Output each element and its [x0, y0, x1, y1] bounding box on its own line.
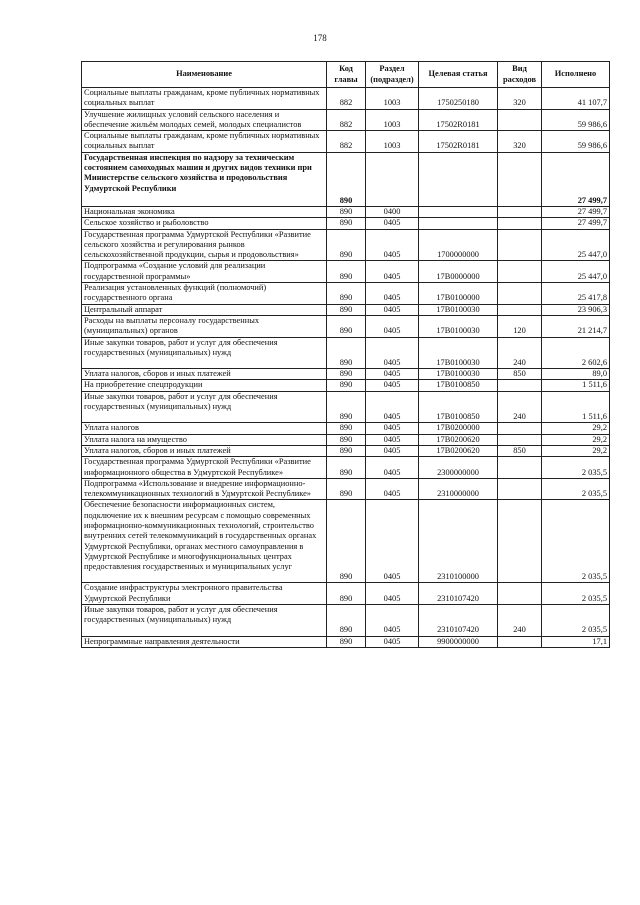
row-target-cell: 17В0200000 — [419, 423, 498, 434]
row-code-cell: 890 — [327, 391, 366, 423]
row-section-cell: 0405 — [366, 337, 419, 369]
table-row — [82, 500, 610, 583]
row-name-cell: Улучшение жилищных условий сельского населения и обеспечение жильём молодых семей, молодых специалистов — [82, 109, 327, 131]
row-name-cell: Социальные выплаты гражданам, кроме публичных нормативных социальных выплат — [82, 88, 327, 110]
row-code-cell: 890 — [327, 218, 366, 229]
table-row — [82, 218, 610, 229]
row-section-cell: 0405 — [366, 380, 419, 391]
row-code-cell: 890 — [327, 152, 366, 206]
row-execution-cell: 29,2 — [542, 445, 610, 456]
table-row — [82, 434, 610, 445]
row-target-cell: 17В0100000 — [419, 283, 498, 305]
row-type-cell — [498, 423, 542, 434]
table-row — [82, 304, 610, 315]
row-type-cell — [498, 380, 542, 391]
table-row — [82, 636, 610, 647]
row-type-cell — [498, 478, 542, 500]
row-code-cell: 890 — [327, 304, 366, 315]
row-name-cell: Расходы на выплаты персоналу государственных (муниципальных) органов — [82, 315, 327, 337]
row-execution-cell: 2 035,5 — [542, 605, 610, 637]
table-row — [82, 337, 610, 369]
row-name-cell: Уплата налогов — [82, 423, 327, 434]
row-code-cell: 890 — [327, 423, 366, 434]
row-name-cell: Иные закупки товаров, работ и услуг для обеспечения государственных (муниципальных) нужд — [82, 391, 327, 423]
row-name-cell: Социальные выплаты гражданам, кроме публичных нормативных социальных выплат — [82, 131, 327, 153]
row-execution-cell: 2 035,5 — [542, 457, 610, 479]
row-code-cell: 890 — [327, 315, 366, 337]
row-target-cell: 17В0100850 — [419, 380, 498, 391]
row-code-cell: 882 — [327, 131, 366, 153]
row-section-cell: 1003 — [366, 88, 419, 110]
row-target-cell — [419, 152, 498, 206]
page-number: 178 — [313, 33, 327, 43]
table-row — [82, 445, 610, 456]
row-execution-cell: 17,1 — [542, 636, 610, 647]
row-section-cell: 0405 — [366, 423, 419, 434]
row-name-cell: Иные закупки товаров, работ и услуг для обеспечения государственных (муниципальных) нужд — [82, 605, 327, 637]
row-type-cell — [498, 206, 542, 217]
row-name-cell: Реализация установленных функций (полномочий) государственного органа — [82, 283, 327, 305]
table-row — [82, 369, 610, 380]
row-code-cell: 890 — [327, 478, 366, 500]
row-target-cell — [419, 218, 498, 229]
row-section-cell: 0405 — [366, 315, 419, 337]
row-target-cell: 17В0100030 — [419, 315, 498, 337]
table-row — [82, 229, 610, 261]
row-target-cell: 2300000000 — [419, 457, 498, 479]
header-target: Целевая статья — [419, 62, 498, 88]
row-type-cell: 120 — [498, 315, 542, 337]
table-row — [82, 131, 610, 153]
header-code: Код главы — [327, 62, 366, 88]
header-name: Наименование — [82, 62, 327, 88]
row-code-cell: 882 — [327, 109, 366, 131]
row-name-cell: На приобретение спецпродукции — [82, 380, 327, 391]
table-row — [82, 583, 610, 605]
row-target-cell: 17В0000000 — [419, 261, 498, 283]
table-row — [82, 391, 610, 423]
table-row — [82, 283, 610, 305]
row-name-cell: Уплата налогов, сборов и иных платежей — [82, 369, 327, 380]
row-name-cell: Создание инфраструктуры электронного правительства Удмуртской Республики — [82, 583, 327, 605]
row-section-cell: 0405 — [366, 583, 419, 605]
row-section-cell: 0405 — [366, 369, 419, 380]
row-section-cell: 0405 — [366, 261, 419, 283]
row-execution-cell: 25 447,0 — [542, 261, 610, 283]
row-code-cell: 890 — [327, 445, 366, 456]
row-code-cell: 890 — [327, 434, 366, 445]
table-row — [82, 261, 610, 283]
row-type-cell — [498, 283, 542, 305]
row-type-cell — [498, 109, 542, 131]
row-code-cell: 890 — [327, 583, 366, 605]
row-type-cell — [498, 500, 542, 583]
row-section-cell: 0405 — [366, 605, 419, 637]
row-target-cell: 17В0100030 — [419, 337, 498, 369]
row-target-cell: 17В0100030 — [419, 304, 498, 315]
row-target-cell: 17В0200620 — [419, 434, 498, 445]
row-type-cell: 240 — [498, 605, 542, 637]
row-section-cell: 0405 — [366, 283, 419, 305]
row-name-cell: Национальная экономика — [82, 206, 327, 217]
row-type-cell: 320 — [498, 88, 542, 110]
row-name-cell: Центральный аппарат — [82, 304, 327, 315]
row-execution-cell: 23 906,3 — [542, 304, 610, 315]
row-code-cell: 890 — [327, 283, 366, 305]
row-name-cell: Государственная инспекция по надзору за техническим состоянием самоходных машин и других видов техники при Министерстве сельского хозяйства и продовольствия Удмуртской Республики — [82, 152, 327, 206]
row-section-cell — [366, 152, 419, 206]
row-type-cell — [498, 152, 542, 206]
row-type-cell — [498, 434, 542, 445]
row-execution-cell: 25 447,0 — [542, 229, 610, 261]
row-code-cell: 890 — [327, 206, 366, 217]
row-name-cell: Подпрограмма «Использование и внедрение информационно-телекоммуникационных технологий в Удмуртской Республике» — [82, 478, 327, 500]
row-section-cell: 0405 — [366, 478, 419, 500]
row-execution-cell: 2 602,6 — [542, 337, 610, 369]
row-target-cell: 2310100000 — [419, 500, 498, 583]
row-name-cell: Государственная программа Удмуртской Республики «Развитие информационного общества в Удмуртской Республике» — [82, 457, 327, 479]
row-execution-cell: 59 986,6 — [542, 109, 610, 131]
row-code-cell: 882 — [327, 88, 366, 110]
row-section-cell: 0405 — [366, 500, 419, 583]
row-name-cell: Уплата налогов, сборов и иных платежей — [82, 445, 327, 456]
row-name-cell: Государственная программа Удмуртской Республики «Развитие сельского хозяйства и регулирования рынков сельскохозяйственной продукции, сырья и продовольствия» — [82, 229, 327, 261]
row-section-cell: 0405 — [366, 457, 419, 479]
row-type-cell — [498, 583, 542, 605]
row-target-cell: 9900000000 — [419, 636, 498, 647]
row-code-cell: 890 — [327, 261, 366, 283]
table-row — [82, 457, 610, 479]
row-section-cell: 0405 — [366, 391, 419, 423]
row-type-cell — [498, 261, 542, 283]
row-code-cell: 890 — [327, 636, 366, 647]
row-execution-cell: 2 035,5 — [542, 500, 610, 583]
table-header-row — [82, 62, 610, 88]
row-section-cell: 0405 — [366, 434, 419, 445]
row-execution-cell: 2 035,5 — [542, 478, 610, 500]
row-execution-cell: 27 499,7 — [542, 206, 610, 217]
row-execution-cell: 21 214,7 — [542, 315, 610, 337]
table-row — [82, 109, 610, 131]
row-type-cell: 240 — [498, 337, 542, 369]
row-execution-cell: 1 511,6 — [542, 380, 610, 391]
table-row — [82, 423, 610, 434]
table-row — [82, 88, 610, 110]
row-execution-cell: 27 499,7 — [542, 152, 610, 206]
row-name-cell: Уплата налога на имущество — [82, 434, 327, 445]
row-execution-cell: 29,2 — [542, 423, 610, 434]
row-code-cell: 890 — [327, 380, 366, 391]
row-target-cell: 17В0100030 — [419, 369, 498, 380]
header-section: Раздел (подраздел) — [366, 62, 419, 88]
row-target-cell: 2310107420 — [419, 605, 498, 637]
row-code-cell: 890 — [327, 605, 366, 637]
row-execution-cell: 1 511,6 — [542, 391, 610, 423]
table-row — [82, 315, 610, 337]
row-section-cell: 0405 — [366, 445, 419, 456]
row-execution-cell: 29,2 — [542, 434, 610, 445]
row-target-cell: 1750250180 — [419, 88, 498, 110]
row-type-cell — [498, 636, 542, 647]
row-name-cell: Подпрограмма «Создание условий для реализации государственной программы» — [82, 261, 327, 283]
row-execution-cell: 89,0 — [542, 369, 610, 380]
row-type-cell: 240 — [498, 391, 542, 423]
row-code-cell: 890 — [327, 457, 366, 479]
table-row — [82, 380, 610, 391]
row-type-cell: 850 — [498, 445, 542, 456]
row-name-cell: Обеспечение безопасности информационных систем, подключение их к внешним ресурсам с помощью современных информационно-коммуникационных технологий, строительство внутренних сетей телекоммуникаций в государственных органах Удмуртской Республики, органах местного самоуправления в Удмуртской Республике и многофункциональных центрах предоставления государственных и муниципальных услуг — [82, 500, 327, 583]
row-type-cell — [498, 304, 542, 315]
row-code-cell: 890 — [327, 229, 366, 261]
row-target-cell — [419, 206, 498, 217]
row-section-cell: 1003 — [366, 131, 419, 153]
row-execution-cell: 27 499,7 — [542, 218, 610, 229]
row-section-cell: 0400 — [366, 206, 419, 217]
row-type-cell: 320 — [498, 131, 542, 153]
row-target-cell: 17502R0181 — [419, 131, 498, 153]
row-section-cell: 1003 — [366, 109, 419, 131]
row-name-cell: Иные закупки товаров, работ и услуг для обеспечения государственных (муниципальных) нужд — [82, 337, 327, 369]
table-row — [82, 206, 610, 217]
table-row — [82, 605, 610, 637]
row-section-cell: 0405 — [366, 636, 419, 647]
row-target-cell: 2310107420 — [419, 583, 498, 605]
row-type-cell — [498, 457, 542, 479]
budget-table — [81, 61, 610, 648]
row-code-cell: 890 — [327, 500, 366, 583]
row-section-cell: 0405 — [366, 218, 419, 229]
row-name-cell: Непрограммные направления деятельности — [82, 636, 327, 647]
header-type: Вид расходов — [498, 62, 542, 88]
row-target-cell: 2310000000 — [419, 478, 498, 500]
table-row — [82, 152, 610, 206]
row-name-cell: Сельское хозяйство и рыболовство — [82, 218, 327, 229]
row-type-cell: 850 — [498, 369, 542, 380]
row-target-cell: 1700000000 — [419, 229, 498, 261]
row-execution-cell: 59 986,6 — [542, 131, 610, 153]
row-execution-cell: 41 107,7 — [542, 88, 610, 110]
row-execution-cell: 25 417,8 — [542, 283, 610, 305]
header-execution: Исполнено — [542, 62, 610, 88]
row-target-cell: 17В0100850 — [419, 391, 498, 423]
row-target-cell: 17В0200620 — [419, 445, 498, 456]
row-target-cell: 17502R0181 — [419, 109, 498, 131]
row-section-cell: 0405 — [366, 304, 419, 315]
row-type-cell — [498, 229, 542, 261]
row-section-cell: 0405 — [366, 229, 419, 261]
row-type-cell — [498, 218, 542, 229]
row-execution-cell: 2 035,5 — [542, 583, 610, 605]
row-code-cell: 890 — [327, 369, 366, 380]
table-row — [82, 478, 610, 500]
row-code-cell: 890 — [327, 337, 366, 369]
